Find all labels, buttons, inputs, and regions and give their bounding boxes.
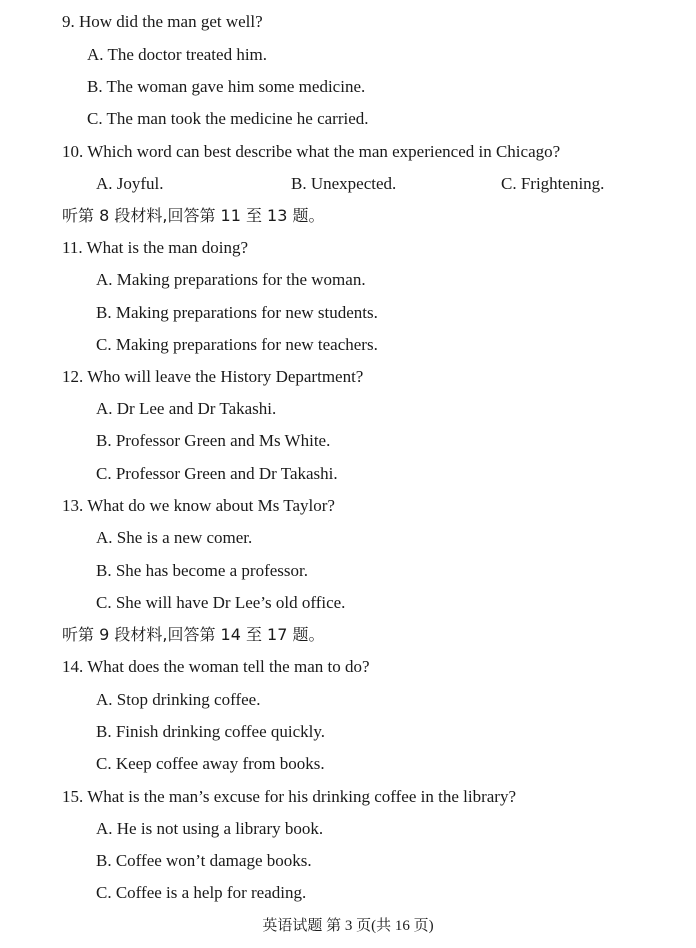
question-10-stem: 10. Which word can best describe what the man experienced in Chicago? xyxy=(62,142,561,161)
question-13-option-c: C. She will have Dr Lee’s old office. xyxy=(96,593,346,612)
question-9-option-c: C. The man took the medicine he carried. xyxy=(87,109,369,128)
question-12-option-a: A. Dr Lee and Dr Takashi. xyxy=(96,399,277,418)
question-9-stem: 9. How did the man get well? xyxy=(62,12,263,31)
question-12-option-b: B. Professor Green and Ms White. xyxy=(96,431,331,450)
question-15-option-b: B. Coffee won’t damage books. xyxy=(96,851,312,870)
question-11-option-a: A. Making preparations for the woman. xyxy=(96,270,366,289)
question-15-stem: 15. What is the man’s excuse for his drinking coffee in the library? xyxy=(62,787,516,806)
question-10-option-b: B. Unexpected. xyxy=(291,174,397,193)
section-9-instruction: 听第 9 段材料,回答第 14 至 17 题。 xyxy=(62,625,325,644)
question-14-stem: 14. What does the woman tell the man to do? xyxy=(62,657,370,676)
question-13-option-b: B. She has become a professor. xyxy=(96,561,308,580)
question-12-stem: 12. Who will leave the History Department? xyxy=(62,367,364,386)
question-14-option-c: C. Keep coffee away from books. xyxy=(96,754,325,773)
question-12-option-c: C. Professor Green and Dr Takashi. xyxy=(96,464,338,483)
question-14-option-a: A. Stop drinking coffee. xyxy=(96,690,261,709)
question-13-stem: 13. What do we know about Ms Taylor? xyxy=(62,496,335,515)
question-11-option-b: B. Making preparations for new students. xyxy=(96,303,378,322)
question-14-option-b: B. Finish drinking coffee quickly. xyxy=(96,722,326,741)
section-8-instruction: 听第 8 段材料,回答第 11 至 13 题。 xyxy=(62,206,325,225)
question-13-option-a: A. She is a new comer. xyxy=(96,528,253,547)
question-10-option-a: A. Joyful. xyxy=(96,174,164,193)
question-15-option-a: A. He is not using a library book. xyxy=(96,819,324,838)
page-footer: 英语试题 第 3 页(共 16 页) xyxy=(262,918,434,934)
question-15-option-c: C. Coffee is a help for reading. xyxy=(96,883,307,902)
question-10-options xyxy=(96,174,636,194)
question-9-option-a: A. The doctor treated him. xyxy=(87,45,268,64)
question-10-option-c: C. Frightening. xyxy=(501,174,605,193)
question-9-option-b: B. The woman gave him some medicine. xyxy=(87,77,366,96)
question-11-stem: 11. What is the man doing? xyxy=(62,238,249,257)
question-11-option-c: C. Making preparations for new teachers. xyxy=(96,335,378,354)
